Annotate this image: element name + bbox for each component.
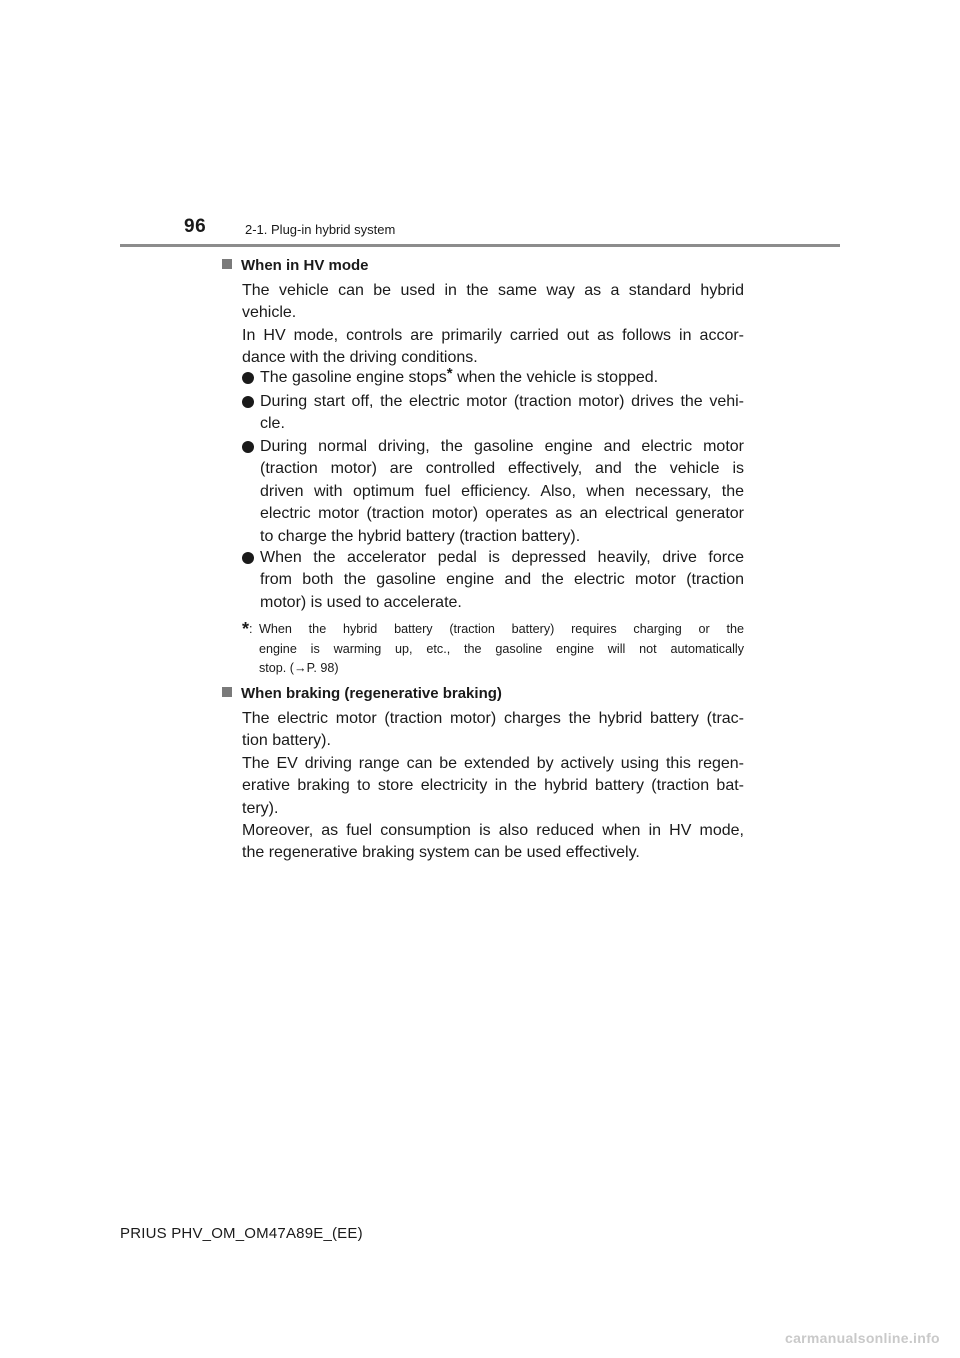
heading-regenerative-braking xyxy=(222,683,502,705)
text-line: driven with optimum fuel efficiency. Also, when necessary, the xyxy=(260,482,744,500)
bullet-item xyxy=(242,391,744,436)
text-line: to charge the hybrid battery (traction battery). xyxy=(260,527,581,545)
heading-text: When in HV mode xyxy=(241,257,369,274)
text-line: electric motor (traction motor) operates as an electrical generator xyxy=(260,505,744,523)
footnote-mark xyxy=(242,620,253,640)
text-fragment: The gasoline engine stops xyxy=(260,369,447,386)
watermark: carmanualsonline.info xyxy=(785,1330,940,1346)
text-line: dance with the driving conditions. xyxy=(242,349,478,367)
text-line: erative braking to store electricity in the hybrid battery (traction bat- xyxy=(242,777,744,795)
document-code: PRIUS PHV_OM_OM47A89E_(EE) xyxy=(120,1225,363,1242)
text-line: The EV driving range can be extended by actively using this regen- xyxy=(242,754,744,772)
text-line: (traction motor) are controlled effectively, and the vehicle is xyxy=(260,460,744,478)
text-line: engine is warming up, etc., the gasoline engine will not automatically xyxy=(259,641,744,656)
text-line: During normal driving, the gasoline engine and electric motor xyxy=(260,438,744,455)
square-bullet-icon xyxy=(222,259,232,269)
braking-paragraph xyxy=(242,708,744,865)
bullet-item xyxy=(242,367,744,389)
text-line: cle. xyxy=(260,415,285,433)
section-title: 2-1. Plug-in hybrid system xyxy=(245,222,396,237)
text-line: The electric motor (traction motor) charges the hybrid battery (trac- xyxy=(242,710,744,727)
text-line: vehicle. xyxy=(242,304,297,322)
bullet-item xyxy=(242,547,744,614)
bullet-dot-icon xyxy=(242,372,254,384)
bullet-item xyxy=(242,436,744,548)
footnote xyxy=(242,620,744,679)
text-line: When the accelerator pedal is depressed heavily, drive force xyxy=(260,549,744,566)
text-line: During start off, the electric motor (traction motor) drives the vehi- xyxy=(260,393,744,410)
heading-hv-mode xyxy=(222,255,369,277)
text-line: When the hybrid battery (traction battery) requires charging or the xyxy=(259,622,744,636)
bullet-dot-icon xyxy=(242,441,254,453)
square-bullet-icon xyxy=(222,687,232,697)
text-line: motor) is used to accelerate. xyxy=(260,593,462,611)
intro-paragraph xyxy=(242,280,744,370)
page-number: 96 xyxy=(184,216,207,237)
text-line: Moreover, as fuel consumption is also reduced when in HV mode, xyxy=(242,822,744,840)
text-fragment: when the vehicle is stopped. xyxy=(452,369,659,386)
text-line: from both the gasoline engine and the electric motor (traction xyxy=(260,571,744,589)
text-line: tion battery). xyxy=(242,732,331,750)
text-line: In HV mode, controls are primarily carried out as follows in accor- xyxy=(242,326,744,344)
bullet-dot-icon xyxy=(242,396,254,408)
bullet-dot-icon xyxy=(242,552,254,564)
text-line: the regenerative braking system can be used effectively. xyxy=(242,844,640,862)
asterisk-icon: * xyxy=(242,619,250,639)
footnote-reference: * xyxy=(446,365,453,382)
header-divider xyxy=(120,244,840,247)
heading-text: When braking (regenerative braking) xyxy=(241,685,502,702)
text-line: The vehicle can be used in the same way as a standard hybrid xyxy=(242,282,744,299)
footnote-colon: : xyxy=(249,622,253,636)
text-line: stop. (→P. 98) xyxy=(259,661,339,675)
text-line: tery). xyxy=(242,799,279,817)
